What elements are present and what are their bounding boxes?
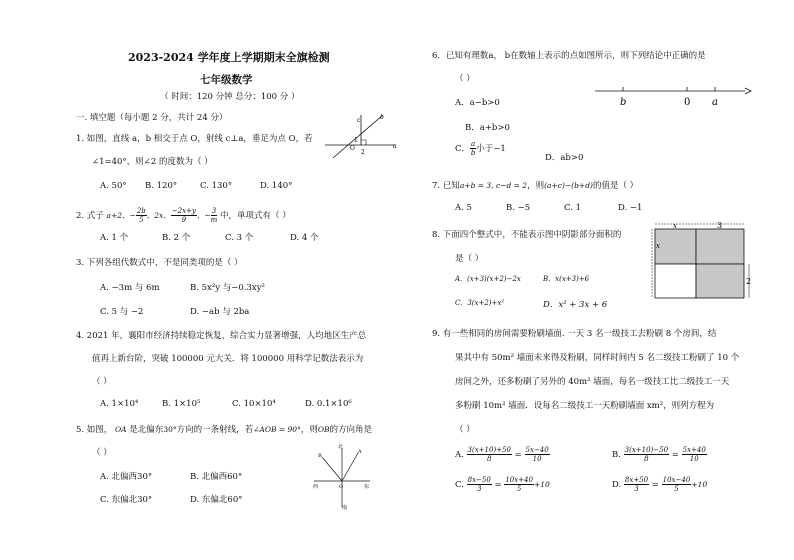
q5-fig-east: 东: [364, 484, 370, 490]
q6-option-a[interactable]: A．a−b>0: [455, 98, 500, 108]
q9-line3: 房间之外，还多粉刷了另外的 40m² 墙面，每名一级技工比二级技工一天: [455, 377, 730, 387]
q2-expr-b: 、2x、: [146, 211, 171, 220]
q9-option-d[interactable]: D. $\frac{8x+50}{3}$ = $\frac{10x-40}{5}$ +10: [612, 476, 708, 493]
q9-opt-d-rhs-den: 5: [674, 485, 679, 493]
q2-option-b[interactable]: B. 2 个: [162, 233, 191, 243]
q9-option-a[interactable]: A. $\frac{3(x+10)+50}{8}$ = $\frac{5x-40}{10}$: [455, 446, 549, 463]
q5-option-b[interactable]: B. 北偏西60°: [190, 472, 243, 482]
q5-stem: [76, 423, 372, 435]
q8-fig-x-top: x: [673, 222, 677, 230]
q5-line1c: 方向的一条射线，若: [176, 425, 254, 435]
q4-line2: 值再上新台阶，突破 100000 元大关．将 100000 用科学记数法表示为: [92, 354, 364, 364]
q5-option-d[interactable]: D. 东偏北60°: [190, 495, 243, 505]
q8-line2: 是（ ）: [455, 254, 484, 264]
q9-opt-b-lhs-num: 3(x+10)−50: [624, 446, 669, 454]
q9-opt-c-rhs-den: 5: [516, 485, 522, 493]
q3-stem: 3. 下列各组代数式中，不是同类项的是（ ）: [76, 258, 243, 268]
q3-option-c[interactable]: C. 5 与 −2: [100, 307, 144, 317]
q6-line2: （ ）: [455, 74, 475, 84]
q9-opt-b-rhs-den: 10: [689, 455, 699, 463]
q2-frac3-num: 3: [211, 207, 217, 215]
q1-option-b[interactable]: B. 120°: [145, 181, 178, 191]
exam-title: 2023-2024 学年度上学期期末全旗检测: [128, 51, 330, 64]
q2-frac-3: [211, 207, 218, 224]
q6-number-line: [595, 82, 755, 110]
q2-stem: [76, 207, 291, 224]
q9-opt-a-lhs: [467, 446, 512, 463]
q9-opt-a-rhs: [525, 446, 550, 463]
q1-figure: [325, 110, 400, 160]
q6-line1: 6．已知有理数a， b在数轴上表示的点如图所示，则下列结论中正确的是: [432, 51, 706, 61]
q8-line1: 8. 下面四个整式中，不能表示图中阴影部分面积的: [432, 230, 622, 240]
q6-axis-b: b: [620, 97, 627, 108]
q7-suffix: 的值是（ ）: [592, 181, 639, 191]
q1-fig-label-2: 2: [361, 149, 365, 156]
q2-frac2-num: −2x+y: [171, 207, 196, 215]
q4-option-b[interactable]: B. 1×10⁵: [162, 399, 201, 409]
q1-option-c[interactable]: C. 130°: [200, 181, 233, 191]
q1-option-a[interactable]: A. 50°: [100, 181, 127, 191]
section-heading: 一. 填空题（每小题 2 分，共计 24 分）: [76, 113, 228, 123]
q6-axis-a: a: [712, 97, 718, 108]
q2-option-a[interactable]: A. 1 个: [100, 233, 129, 243]
q5-oa: OA: [115, 425, 127, 434]
q7-option-c[interactable]: C. 1: [564, 203, 582, 213]
q2-frac3-den: m: [210, 216, 218, 224]
q5-fig-west: 西: [313, 484, 319, 490]
q2-frac1-den: 5: [139, 216, 144, 224]
q2-expr-a: a+2、−: [106, 211, 136, 220]
q9-opt-c-lhs: [467, 476, 492, 493]
q1-line1: 1. 如图，直线 a，b 相交于点 O，射线 c⊥a，垂足为点 O，若: [76, 134, 313, 144]
q2-frac2-den: 9: [181, 216, 187, 224]
q9-opt-b-lhs-den: 8: [644, 455, 649, 463]
q2-frac-1: [136, 207, 147, 224]
q8-option-c[interactable]: C．3(x+2)+x²: [455, 299, 505, 307]
q7-cond: a+b = 3, c−d = 2: [459, 181, 528, 190]
q9-opt-d-lhs-num: 8x+50: [624, 476, 649, 484]
q2-option-c[interactable]: C. 3 个: [225, 233, 254, 243]
q4-option-c[interactable]: C. 10×10⁴: [232, 399, 276, 409]
exam-info: （ 时间：120 分钟 总分：100 分 ）: [160, 92, 300, 102]
q8-option-d[interactable]: D．x² + 3x + 6: [543, 300, 608, 310]
q9-opt-a-rhs-den: 10: [532, 455, 542, 463]
q4-option-d[interactable]: D. 0.1×10⁶: [305, 399, 352, 409]
q9-opt-d-rhs: [662, 476, 692, 493]
q4-line1: 4. 2021 年，襄阳市经济持续稳定恢复，综合实力显著增强，人均地区生产总: [76, 331, 367, 341]
q7-prefix: 7. 已知: [432, 181, 460, 191]
q9-opt-d-tail: +10: [691, 480, 708, 489]
q1-option-d[interactable]: D. 140°: [260, 181, 293, 191]
q5-fig-o: O: [339, 484, 344, 490]
q6-opt-c-num: a: [471, 140, 476, 148]
q7-stem: [432, 179, 638, 191]
exam-subtitle: 七年级数学: [200, 74, 253, 86]
q9-opt-b-label: B.: [612, 450, 621, 460]
q9-opt-d-lhs-den: 3: [634, 485, 639, 493]
q7-option-a[interactable]: A. 5: [455, 203, 472, 213]
q6-option-b[interactable]: B．a+b>0: [465, 123, 510, 133]
q9-opt-c-lhs-num: 8x−50: [467, 476, 491, 484]
q5-angle: ∠AOB = 90°: [253, 425, 301, 434]
q6-opt-c-prefix: C．: [455, 144, 471, 154]
q9-opt-d-lhs: [624, 476, 649, 493]
q9-option-b[interactable]: B. $\frac{3(x+10)-50}{8}$ = $\frac{5x+40}{10}$: [612, 446, 706, 463]
q8-fig-x-left: x: [656, 242, 660, 250]
q8-fig-3-top: 3: [717, 221, 723, 230]
q8-area-figure: [652, 222, 757, 300]
q9-opt-c-lhs-den: 3: [476, 485, 482, 493]
q7-option-b[interactable]: B. −5: [506, 203, 531, 213]
q9-opt-d-label: D.: [612, 480, 622, 490]
q4-option-a[interactable]: A. 1×10⁴: [100, 399, 139, 409]
q7-option-d[interactable]: D. −1: [618, 203, 643, 213]
q1-fig-label-a: a: [393, 143, 397, 150]
q1-fig-label-c: c: [357, 117, 361, 124]
q5-deg: 30°: [163, 425, 177, 434]
q9-line4: 多粉刷 10m² 墙面．设每名二级技工一天粉刷墙面 xm²，则列方程为: [455, 401, 715, 411]
q6-opt-c-text: 小于−1: [476, 144, 506, 154]
q9-opt-a-lhs-num: 3(x+10)+50: [467, 446, 511, 454]
q1-fig-label-b: b: [380, 114, 384, 121]
q2-expr-c: 、−: [196, 211, 211, 220]
q5-ob: OB: [317, 425, 330, 434]
q9-opt-a-lhs-den: 8: [487, 455, 492, 463]
q2-option-d[interactable]: D. 4 个: [290, 233, 319, 243]
q5-option-a[interactable]: A. 北偏西30°: [100, 472, 153, 482]
q9-line5: （ ）: [455, 425, 475, 435]
q9-line1: 9. 有一些相同的房间需要粉刷墙面. 一天 3 名一级技工去粉刷 8 个房间，结: [432, 329, 717, 339]
q9-opt-a-label: A.: [455, 450, 464, 460]
q2-frac-2: [171, 207, 197, 224]
q8-fig-2-right: 2: [746, 277, 752, 286]
q5-line1e: 的方向角是: [329, 425, 373, 435]
q1-line2: ∠1=40°，则∠2 的度数为（ ）: [92, 157, 213, 167]
q7-mid: ，则: [527, 181, 545, 191]
q5-fig-south: 南: [342, 505, 348, 511]
q5-fig-a: A: [358, 449, 362, 455]
q9-option-c[interactable]: C. $\frac{8x-50}{3}$ = $\frac{10x+40}{5}$ +10: [455, 476, 550, 493]
q3-option-b[interactable]: B. 5x²y 与−0.3xy²: [190, 283, 265, 293]
q9-line2: 果其中有 50m² 墙面未来得及粉刷，同样时间内 5 名二级技工粉刷了 10 个: [455, 353, 740, 363]
q5-fig-b: B: [318, 453, 322, 459]
q6-option-d[interactable]: D．ab>0: [545, 153, 584, 163]
q5-line1a: 5. 如图，: [76, 425, 113, 435]
q6-option-c[interactable]: [455, 140, 506, 157]
q5-line2: （ ）: [92, 448, 112, 458]
q5-line1d: ，则: [300, 425, 318, 435]
q7-expr: (a+c)−(b+d): [544, 181, 593, 190]
q5-compass-figure: [312, 445, 372, 510]
q6-axis-zero: 0: [684, 97, 691, 108]
q9-opt-d-rhs-num: 10x−40: [662, 476, 691, 484]
q9-opt-c-rhs: [504, 476, 534, 493]
q6-opt-c-den: b: [470, 149, 476, 157]
q5-fig-north: 北: [338, 444, 344, 450]
q1-fig-label-1: 1: [354, 137, 358, 144]
q2-suffix: 中，单项式有（ ）: [220, 211, 291, 221]
q2-prefix: 2. 式子: [76, 211, 104, 221]
q8-option-b[interactable]: B．x(x+3)+6: [543, 275, 590, 283]
q3-option-a[interactable]: A. −3m 与 6m: [100, 283, 160, 293]
q9-opt-b-rhs: [682, 446, 707, 463]
q9-opt-c-label: C.: [455, 480, 464, 490]
q9-opt-a-rhs-num: 5x−40: [525, 446, 549, 454]
q9-opt-c-rhs-num: 10x+40: [505, 476, 533, 484]
q5-option-c[interactable]: C. 东偏北30°: [100, 495, 153, 505]
q1-fig-label-o: O: [350, 145, 355, 152]
q3-option-d[interactable]: D. −ab 与 2ba: [190, 307, 250, 317]
q2-frac1-num: 2b: [136, 207, 146, 215]
q9-opt-b-lhs: [624, 446, 669, 463]
q9-opt-c-tail: +10: [533, 480, 550, 489]
q4-line3: （ ）: [92, 377, 112, 387]
q9-opt-b-rhs-num: 5x+40: [682, 446, 706, 454]
q5-line1b: 是北偏东: [129, 425, 164, 435]
q8-option-a[interactable]: A．(x+3)(x+2)−2x: [455, 275, 521, 283]
